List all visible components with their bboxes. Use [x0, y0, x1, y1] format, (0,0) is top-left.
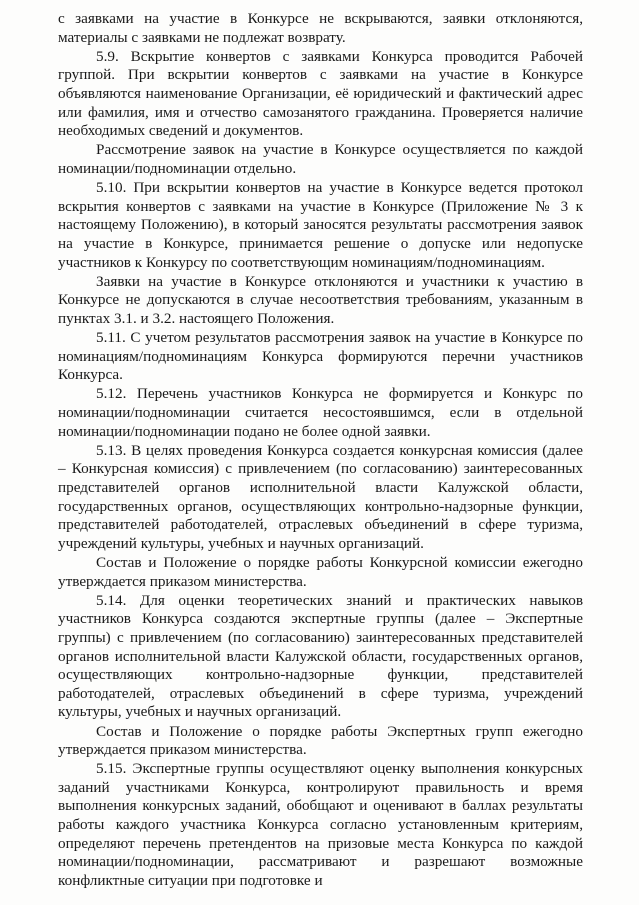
- paragraph-5-9: 5.9. Вскрытие конвертов с заявками Конкурса проводится Рабочей группой. При вскрытии конвертов с заявками на участие в Конкурсе объявляются наименование Организации, её юридический и фактический адрес или фамилия, имя и отчество самозанятого гражданина. Проверяется наличие необходимых сведений и документов.: [58, 47, 583, 140]
- paragraph-rejection-of-applications: Заявки на участие в Конкурсе отклоняются и участники к участию в Конкурсе не допускаются в случае несоответствия требованиям, указанным в пунктах 3.1. и 3.2. настоящего Положения.: [58, 272, 583, 327]
- paragraph-5-10: 5.10. При вскрытии конвертов на участие в Конкурсе ведется протокол вскрытия конвертов с заявками на участие в Конкурсе (Приложение № 3 к настоящему Положению), в который заносятся результаты рассмотрения заявок на участие в Конкурсе, принимается решение о допуске или недопуске участников к Конкурсу по соответствующим номинациям/подноминациям.: [58, 179, 583, 271]
- paragraph-expert-groups-composition: Состав и Положение о порядке работы Экспертных групп ежегодно утверждается приказом министерства.: [58, 722, 583, 759]
- paragraph-5-14: 5.14. Для оценки теоретических знаний и практических навыков участников Конкурса создаются экспертные группы (далее – Экспертные группы) с привлечением (по согласованию) заинтересованных представителей органов исполнительной власти Калужской области, государственных органов, осуществляющих контрольно-надзорные функции, представителей работодателей, отраслевых объединений в сфере туризма, учреждений культуры, учебных и научных организаций.: [58, 591, 583, 721]
- paragraph-commission-composition: Состав и Положение о порядке работы Конкурсной комиссии ежегодно утверждается приказом министерства.: [58, 553, 583, 590]
- paragraph-5-15: 5.15. Экспертные группы осуществляют оценку выполнения конкурсных заданий участниками Конкурса, контролируют правильность и время выполнения конкурсных заданий, обобщают и оценивают в баллах результаты работы каждого участника Конкурса согласно установленным критериям, определяют перечень претендентов на призовые места Конкурса по каждой номинации/подноминации, рассматривают и разрешают возможные конфликтные ситуации при подготовке и: [58, 760, 583, 889]
- paragraph-5-11: 5.11. С учетом результатов рассмотрения заявок на участие в Конкурсе по номинациям/подноминациям Конкурса формируются перечни участников Конкурса.: [58, 329, 583, 384]
- paragraph-5-12: 5.12. Перечень участников Конкурса не формируется и Конкурс по номинации/подноминации считается несостоявшимся, если в отдельной номинации/подноминации подано не более одной заявки.: [58, 385, 583, 440]
- paragraph-5-13: 5.13. В целях проведения Конкурса создается конкурсная комиссия (далее – Конкурсная комиссия) с привлечением (по согласованию) заинтересованных представителей органов исполнительной власти Калужской области, государственных органов, осуществляющих контрольно-надзорные функции, представителей работодателей, отраслевых объединений в сфере туризма, учреждений культуры, учебных и научных организаций.: [58, 441, 583, 552]
- paragraph-review-of-applications: Рассмотрение заявок на участие в Конкурсе осуществляется по каждой номинации/подноминации отдельно.: [58, 141, 583, 177]
- paragraph-continuation: с заявками на участие в Конкурсе не вскрываются, заявки отклоняются, материалы с заявками не подлежат возврату.: [58, 10, 583, 46]
